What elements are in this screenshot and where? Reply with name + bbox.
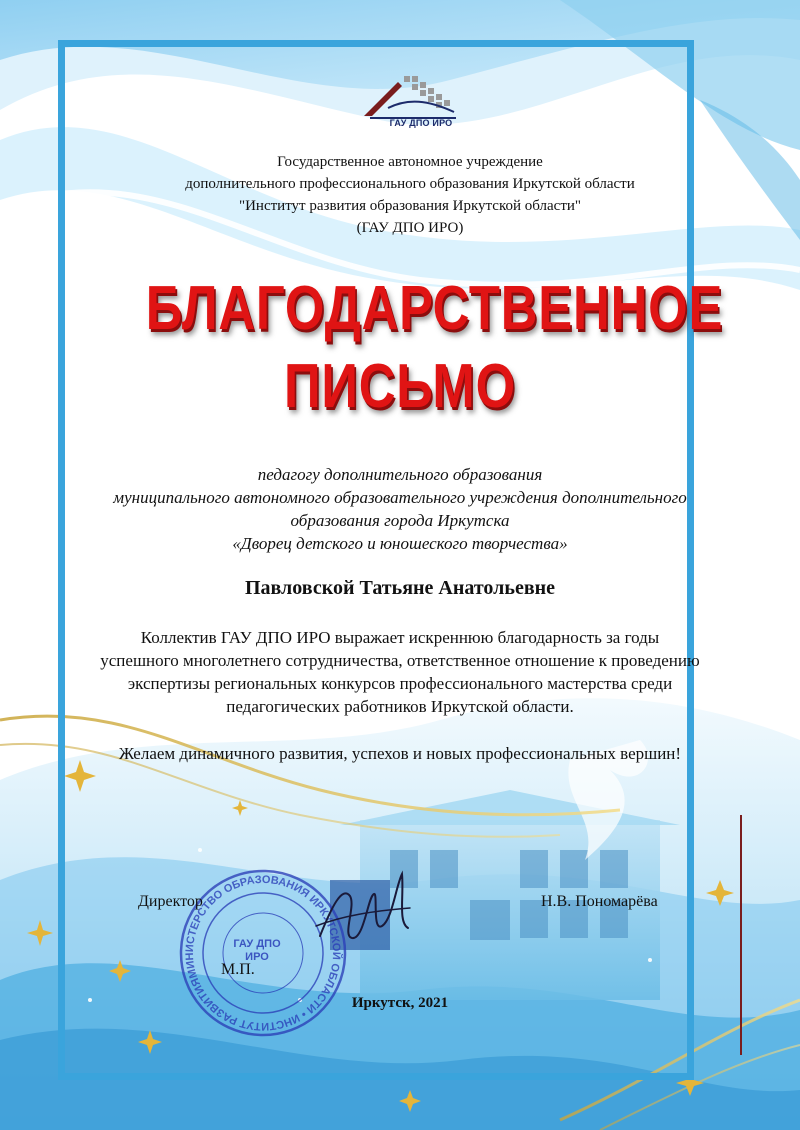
role-line: образования города Иркутска [290,511,510,530]
document-title [145,270,724,426]
body-line: экспертизы региональных конкурсов профессионального мастерства среди [127,674,673,693]
recipient-role [60,463,740,555]
recipient-name: Павловской Татьяне Анатольевне [244,577,556,599]
org-line: "Институт развития образования Иркутской области" [238,198,582,214]
org-line: Государственное автономное учреждение [277,154,543,170]
body-line: успешного многолетнего сотрудничества, ответственное отношение к проведению [100,651,700,670]
director-name: Н.В. Пономарёва [541,893,658,910]
body-line: Коллектив ГАУ ДПО ИРО выражает искреннюю благодарность за годы [140,628,660,647]
gratitude-text [70,626,730,718]
role-line: педагогу дополнительного образования [257,465,543,484]
body-line: педагогических работников Иркутской области. [226,697,574,716]
org-line: (ГАУ ДПО ИРО) [356,220,464,236]
organization-header [100,151,720,239]
place-date: Иркутск, 2021 [351,995,449,1011]
wish-text: Желаем динамичного развития, успехов и новых профессиональных вершин! [118,744,682,763]
role-line: муниципального автономного образовательного учреждения дополнительного [113,488,687,507]
decorative-line [736,815,746,1055]
seal-label: М.П. [221,961,255,978]
title-line-1: БЛАГОДАРСТВЕННОЕ [145,274,724,343]
stamp-ring-text: МИНИСТЕРСТВО ОБРАЗОВАНИЯ ИРКУТСКОЙ ОБЛАСТИ • ИНСТИТУТ РАЗВИТИЯ [183,873,343,1033]
stamp-center-text: ГАУ ДПО ИРО [233,938,281,963]
signature-icon [312,866,412,956]
org-line: дополнительного профессионального образования Иркутской области [185,176,635,192]
title-line-2: ПИСЬМО [284,352,516,421]
logo-caption: ГАУ ДПО ИРО [389,118,453,128]
role-line: «Дворец детского и юношеского творчества» [232,534,568,553]
director-label: Директор [138,893,203,910]
